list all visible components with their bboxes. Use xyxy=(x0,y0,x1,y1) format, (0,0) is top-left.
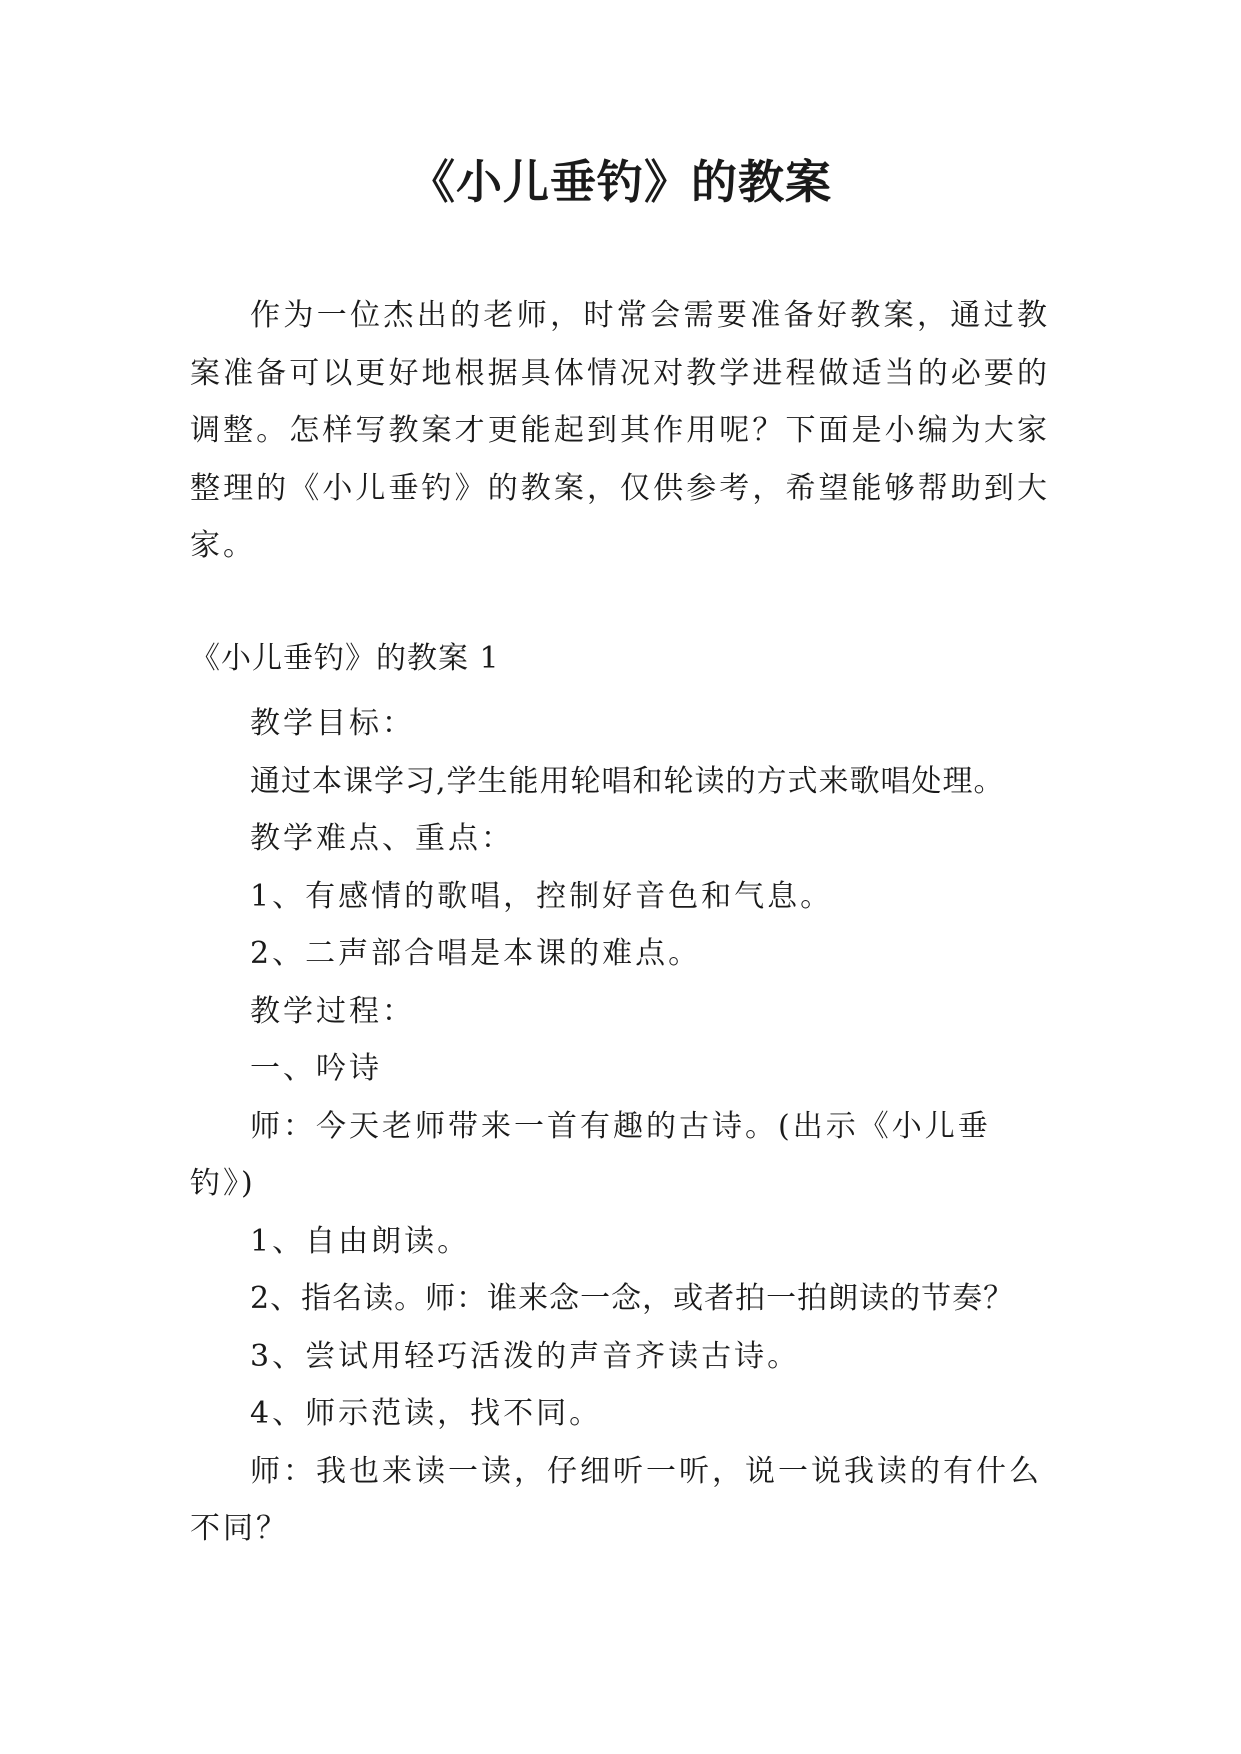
body-paragraph: 师：我也来读一读，仔细听一听，说一说我读的有什么不同？ xyxy=(190,1453,1042,1546)
body-paragraph: 通过本课学习,学生能用轮唱和轮读的方式来歌唱处理。 xyxy=(250,763,1005,799)
document-title: 《小儿垂钓》的教案 xyxy=(409,155,832,209)
body-paragraph: 4、师示范读，找不同。 xyxy=(250,1396,603,1431)
lesson-body xyxy=(190,695,1050,1558)
body-paragraph: 教学难点、重点： xyxy=(250,821,514,856)
body-paragraph: 2、指名读。师：谁来念一念，或者拍一拍朗读的节奏？ xyxy=(250,1281,1015,1316)
body-paragraph: 3、尝试用轻巧活泼的声音齐读古诗。 xyxy=(250,1338,801,1374)
body-paragraph: 一、吟诗 xyxy=(250,1051,382,1086)
body-paragraph: 教学目标： xyxy=(250,706,415,741)
intro-paragraph: 作为一位杰出的老师，时常会需要准备好教案，通过教案准备可以更好地根据具体情况对教学进程做适当的必要的调整。怎样写教案才更能起到其作用呢？下面是小编为大家整理的《小儿垂钓》的教案，仅供参考，希望能够帮助到大家。 xyxy=(190,298,1050,563)
body-paragraph: 1、自由朗读。 xyxy=(250,1223,471,1259)
body-paragraph: 1、有感情的歌唱，控制好音色和气息。 xyxy=(250,878,834,914)
body-paragraph: 师：今天老师带来一首有趣的古诗。(出示《小儿垂钓》) xyxy=(190,1108,991,1201)
body-paragraph: 2、二声部合唱是本课的难点。 xyxy=(250,936,702,971)
section-heading: 《小儿垂钓》的教案 1 xyxy=(190,641,500,676)
body-paragraph: 教学过程： xyxy=(250,993,415,1029)
